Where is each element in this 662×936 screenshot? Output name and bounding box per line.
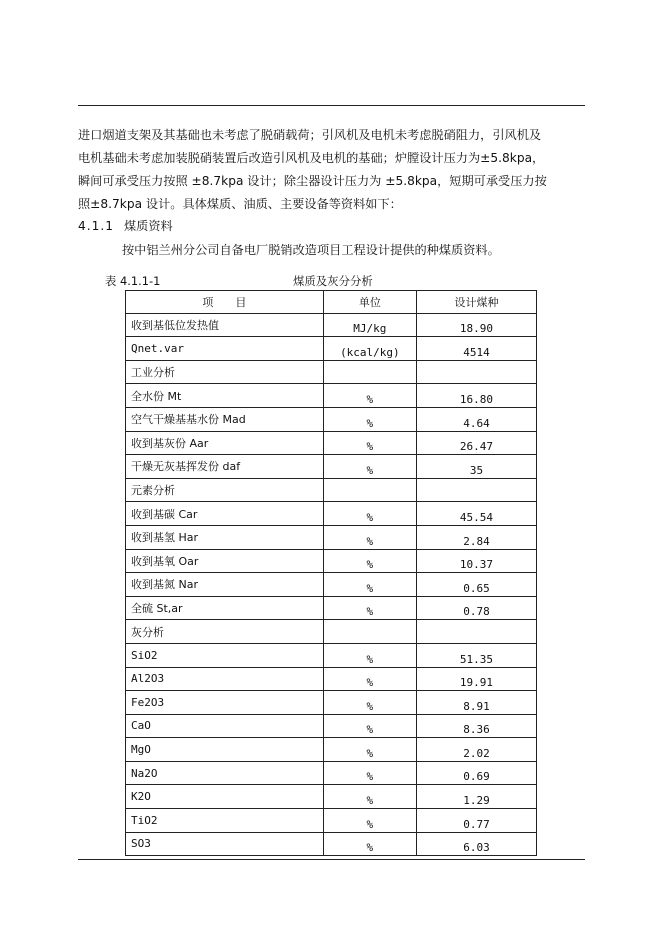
- cell-item: 收到基低位发热值: [126, 313, 324, 337]
- cell-value: 51.35: [416, 643, 536, 667]
- paragraph-line: 电机基础未考虑加装脱硝装置后改造引风机及电机的基础；炉膛设计压力为±5.8kpa，: [78, 151, 545, 165]
- cell-item: CaO: [126, 714, 324, 738]
- cell-item: Fe2O3: [126, 691, 324, 715]
- cell-value: 18.90: [416, 313, 536, 337]
- cell-value: 35: [416, 455, 536, 479]
- table-row: [126, 832, 537, 856]
- cell-item: 收到基氢 Har: [126, 525, 324, 549]
- cell-value: 0.69: [416, 761, 536, 785]
- table-caption-title: 煤质及灰分分析: [293, 274, 373, 288]
- cell-unit: %: [323, 667, 416, 691]
- cell-unit: %: [323, 549, 416, 573]
- cell-unit: %: [323, 714, 416, 738]
- cell-unit: (kcal/kg): [323, 337, 416, 361]
- coal-analysis-table: [125, 290, 537, 856]
- cell-value: 10.37: [416, 549, 536, 573]
- cell-item: 全硫 St,ar: [126, 596, 324, 620]
- cell-item: 元素分析: [126, 478, 324, 502]
- cell-value: 8.91: [416, 691, 536, 715]
- table-row: [126, 407, 537, 431]
- table-caption-number: 表 4.1.1-1: [105, 274, 161, 288]
- table-row: [126, 691, 537, 715]
- section-heading: [78, 217, 173, 234]
- cell-value: 16.80: [416, 384, 536, 408]
- table-row: [126, 384, 537, 408]
- cell-value: 1.29: [416, 785, 536, 809]
- cell-item: 收到基灰份 Aar: [126, 431, 324, 455]
- table-row: [126, 785, 537, 809]
- cell-unit: MJ/kg: [323, 313, 416, 337]
- cell-unit: %: [323, 431, 416, 455]
- cell-value: 2.02: [416, 738, 536, 762]
- cell-unit: %: [323, 785, 416, 809]
- cell-item: TiO2: [126, 809, 324, 833]
- table-row: [126, 431, 537, 455]
- cell-unit: [323, 620, 416, 644]
- cell-unit: %: [323, 809, 416, 833]
- cell-unit: %: [323, 407, 416, 431]
- cell-value: 19.91: [416, 667, 536, 691]
- header-design-coal: 设计煤种: [416, 291, 536, 314]
- cell-value: 26.47: [416, 431, 536, 455]
- cell-item: SiO2: [126, 643, 324, 667]
- cell-unit: %: [323, 573, 416, 597]
- table-row: [126, 667, 537, 691]
- paragraph-line: 瞬间可承受压力按照 ±8.7kpa 设计；除尘器设计压力为 ±5.8kpa，短期可承受压力按: [78, 174, 547, 188]
- cell-unit: %: [323, 832, 416, 856]
- table-body: [126, 313, 537, 856]
- cell-item: 工业分析: [126, 360, 324, 384]
- cell-unit: %: [323, 502, 416, 526]
- cell-unit: %: [323, 596, 416, 620]
- table-row: [126, 360, 537, 384]
- cell-unit: [323, 478, 416, 502]
- cell-value: 0.77: [416, 809, 536, 833]
- cell-item: 收到基氧 Oar: [126, 549, 324, 573]
- footer-rule: [78, 859, 585, 860]
- cell-value: [416, 620, 536, 644]
- cell-value: 4.64: [416, 407, 536, 431]
- paragraph-line: 进口烟道支架及其基础也未考虑了脱硝载荷；引风机及电机未考虑脱硝阻力，引风机及: [78, 128, 542, 142]
- cell-item: K2O: [126, 785, 324, 809]
- body-paragraph: [78, 124, 588, 216]
- table-row: [126, 714, 537, 738]
- cell-item: 收到基碳 Car: [126, 502, 324, 526]
- cell-value: 0.78: [416, 596, 536, 620]
- table-row: [126, 478, 537, 502]
- cell-item: 空气干燥基基水份 Mad: [126, 407, 324, 431]
- table-row: [126, 643, 537, 667]
- cell-item: 收到基氮 Nar: [126, 573, 324, 597]
- table-row: [126, 502, 537, 526]
- cell-unit: %: [323, 643, 416, 667]
- header-rule: [78, 105, 585, 106]
- cell-value: [416, 360, 536, 384]
- table-row: [126, 313, 537, 337]
- table-row: [126, 549, 537, 573]
- cell-unit: %: [323, 691, 416, 715]
- cell-value: 6.03: [416, 832, 536, 856]
- cell-unit: %: [323, 761, 416, 785]
- section-title: 煤质资料: [124, 219, 173, 233]
- cell-value: [416, 478, 536, 502]
- table-row: [126, 761, 537, 785]
- cell-unit: [323, 360, 416, 384]
- table-row: [126, 573, 537, 597]
- cell-item: 全水份 Mt: [126, 384, 324, 408]
- cell-item: Na2O: [126, 761, 324, 785]
- cell-value: 45.54: [416, 502, 536, 526]
- cell-item: MgO: [126, 738, 324, 762]
- cell-unit: %: [323, 738, 416, 762]
- cell-value: 0.65: [416, 573, 536, 597]
- cell-unit: %: [323, 455, 416, 479]
- cell-unit: %: [323, 384, 416, 408]
- cell-value: 4514: [416, 337, 536, 361]
- cell-item: SO3: [126, 832, 324, 856]
- table-row: [126, 525, 537, 549]
- table-row: [126, 455, 537, 479]
- header-unit: 单位: [323, 291, 416, 314]
- cell-value: 2.84: [416, 525, 536, 549]
- table-row: [126, 809, 537, 833]
- cell-item: Qnet.var: [126, 337, 324, 361]
- cell-item: 干燥无灰基挥发份 daf: [126, 455, 324, 479]
- table-header-row: [126, 291, 537, 314]
- cell-item: 灰分析: [126, 620, 324, 644]
- table-row: [126, 620, 537, 644]
- table-row: [126, 596, 537, 620]
- cell-value: 8.36: [416, 714, 536, 738]
- header-item: 项 目: [126, 291, 324, 314]
- intro-text: 按中铝兰州分公司自备电厂脱销改造项目工程设计提供的种煤质资料。: [122, 243, 500, 257]
- section-number: 4.1.1: [78, 219, 115, 233]
- table-row: [126, 337, 537, 361]
- cell-unit: %: [323, 525, 416, 549]
- cell-item: Al2O3: [126, 667, 324, 691]
- table-row: [126, 738, 537, 762]
- paragraph-line: 照±8.7kpa 设计。具体煤质、油质、主要设备等资料如下：: [78, 197, 402, 211]
